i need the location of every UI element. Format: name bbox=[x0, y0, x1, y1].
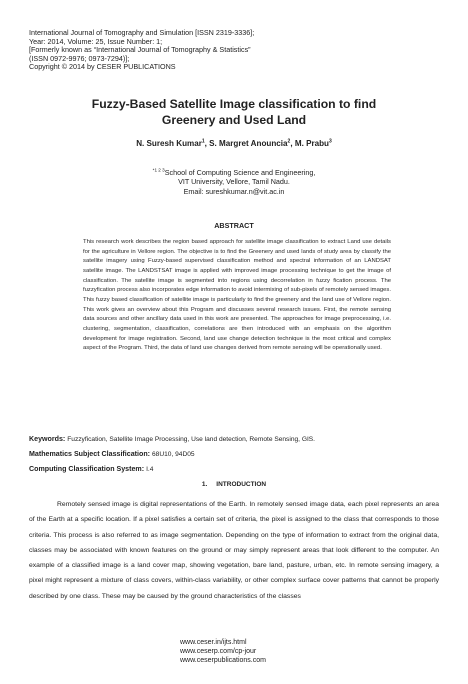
author-affiliation-mark: 3 bbox=[329, 138, 332, 145]
journal-header-line: [Formerly known as “International Journal of Tomography & Statistics” bbox=[29, 45, 251, 55]
author-name: M. Prabu bbox=[294, 139, 330, 148]
section-title: INTRODUCTION bbox=[216, 481, 267, 488]
footer-link[interactable]: www.ceserpublications.com bbox=[180, 656, 266, 664]
affiliation-school: School of Computing Science and Engineering, bbox=[164, 168, 316, 177]
keywords-label: Keywords: bbox=[29, 435, 66, 443]
author-list: N. Suresh Kumar$^1$, S. Margret Anouncia$^2$, M. Prabu$^3$ bbox=[136, 138, 332, 148]
journal-header-line: International Journal of Tomography and Simulation [ISSN 2319-3336]; bbox=[29, 28, 255, 37]
paper-title-line: Fuzzy-Based Satellite Image classification to find bbox=[91, 97, 377, 111]
author-affiliation-mark: 2 bbox=[287, 138, 291, 145]
msc-line bbox=[29, 450, 439, 459]
section-number: 1. bbox=[201, 481, 208, 488]
paper-title bbox=[40, 97, 428, 128]
author-affiliation-mark: 1 bbox=[201, 138, 205, 145]
affiliation-university: VIT University, Vellore, Tamil Nadu. bbox=[178, 177, 290, 187]
introduction-text: Remotely sensed image is digital representations of the Earth. In remotely sensed image data, each pixel represents an area of the Earth at a specific location. If a pixel satisfies a certain set of criteria, the pixel is assigned to the class that corresponds to those criteria. This process is also referred to as image segmentation. Depending on the type of information to extract from the original data, classes may be associated with known features on the ground or may simply represent areas that look different to the computer. An example of a classified image is a land cover map, showing vegetation, bare land, pasture, urban, etc. In remote sensing imagery, a pixel might represent a mixture of class covers, within-class variability, or other complex surface cover patterns that cannot be properly described by one class. These may be caused by the ground characteristics of the classes bbox=[29, 501, 439, 600]
section-heading bbox=[40, 481, 428, 488]
journal-header bbox=[29, 29, 359, 72]
author-email[interactable]: Email: sureshkumar.n@vit.ac.in bbox=[183, 186, 285, 196]
ccs-value: I.4 bbox=[146, 466, 154, 473]
paper-title-line: Greenery and Used Land bbox=[161, 112, 307, 127]
keywords-value: Fuzzyfication, Satellite Image Processing, Use land detection, Remote Sensing, GIS. bbox=[67, 436, 316, 443]
ccs-label: Computing Classification System: bbox=[29, 465, 145, 473]
abstract-text: This research work describes the region based approach for satellite image classification to extract Land use details for the agriculture in Vellore region. The objective is to find the Greenery and used lands of study area by classify the satellite imagery using Fuzzy-based supervised classification method and spectral information of an LANDSAT satellite image. The LANDSTSAT image is applied with improved image processing technique to get the image of classification. The satellite image is segmented into regions using decorrelation in fuzzy fication process. The fuzzyfication process also incorporates edge information to avoid intermixing of sub-pixels of remotely sensed images. This fuzzy based classification of satellite image is particularly to find the greenery and the land use of Vellore region. This work gives an overview about this Program and discusses several research issues. First, the remote sensing data sources and other ancillary data used in this work are presented. The approaches for image preprocessing, i.e. clustering, segmentation, classification, correlations are then introduced with an emphasis on the algorithm development for image registration. Second, land use change detection technique is the most critical and complex aspect of the Program. Third, the data of land use changes derived from remote sensing will be operationally used. bbox=[83, 239, 391, 352]
footer-links bbox=[180, 639, 320, 665]
author-name: S. Margret Anouncia bbox=[209, 139, 288, 148]
affiliation-block bbox=[40, 168, 428, 196]
journal-header-line: (ISSN 0972-9976; 0973-7294)]; bbox=[29, 53, 130, 63]
msc-value: 68U10, 94D05 bbox=[152, 451, 195, 458]
journal-header-line: Year: 2014, Volume: 25, Issue Number: 1; bbox=[29, 36, 163, 46]
msc-label: Mathematics Subject Classification: bbox=[29, 450, 151, 458]
copyright-line: Copyright © 2014 by CESER PUBLICATIONS bbox=[29, 62, 176, 72]
abstract-heading: ABSTRACT bbox=[214, 221, 254, 230]
footer-link[interactable]: www.ceserp.com/cp-jour bbox=[180, 647, 257, 655]
ccs-line bbox=[29, 465, 439, 474]
footer-link[interactable]: www.ceser.in/ijts.html bbox=[180, 639, 247, 646]
affiliation-mark: *1 2 3 bbox=[152, 167, 165, 173]
keywords-line bbox=[29, 435, 439, 444]
author-name: N. Suresh Kumar bbox=[136, 139, 202, 148]
